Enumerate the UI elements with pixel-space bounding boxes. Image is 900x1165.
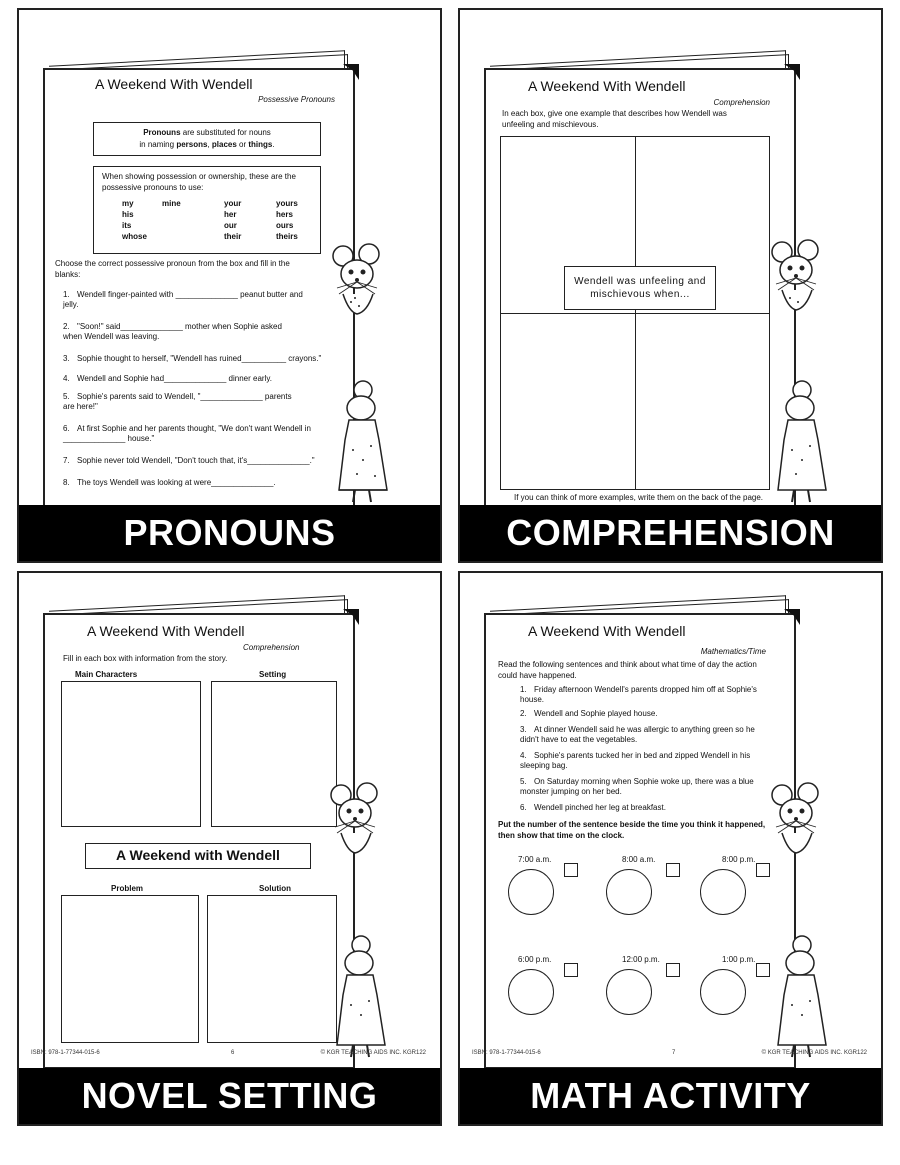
problem-box xyxy=(61,895,199,1043)
question-8: 8. The toys Wendell was looking at were______________. xyxy=(63,478,276,487)
clock-instruction: Put the number of the sentence beside the time you think it happened, then show that time on the clock. xyxy=(498,820,766,840)
worksheet-title: A Weekend With Wendell xyxy=(528,78,686,94)
main-characters-box xyxy=(61,681,201,827)
pronoun: their xyxy=(224,232,242,241)
worksheet-instructions: In each box, give one example that describes how Wendell was unfeeling and mischievous. xyxy=(502,109,727,129)
center-title-box: A Weekend with Wendell xyxy=(85,843,311,869)
worksheet-preview xyxy=(43,50,359,510)
clock-face xyxy=(606,869,652,915)
page-number: 6 xyxy=(231,1050,235,1056)
category-banner: PRONOUNS xyxy=(19,505,440,561)
worksheet-instructions: Choose the correct possessive pronoun from the box and fill in the blanks: xyxy=(55,259,290,279)
setting-label: Setting xyxy=(259,670,287,679)
copyright-text: © KGR TEACHING AIDS INC. KGR122 xyxy=(320,1050,426,1056)
clock-face xyxy=(700,869,746,915)
pronoun: hers xyxy=(276,210,293,219)
question-4: 4. Wendell and Sophie had______________ dinner early. xyxy=(63,374,272,383)
question-5: 5. Sophie's parents said to Wendell, "______________ parents are here!" xyxy=(63,392,292,411)
mouse-standing-illustration xyxy=(335,380,395,510)
pronoun-box xyxy=(93,166,321,254)
worksheet-subtitle: Mathematics/Time xyxy=(700,647,766,656)
category-banner: NOVEL SETTING xyxy=(19,1068,440,1124)
pronoun: theirs xyxy=(276,232,298,241)
worksheet-subtitle: Possessive Pronouns xyxy=(258,95,335,104)
worksheet-title: A Weekend With Wendell xyxy=(95,76,253,92)
question-7: 7. Sophie never told Wendell, "Don't touch that, it's______________." xyxy=(63,456,315,465)
page-number: 7 xyxy=(672,1050,676,1056)
center-prompt-box: Wendell was unfeeling and mischievous when... xyxy=(564,266,716,310)
worksheet-title: A Weekend With Wendell xyxy=(87,623,245,639)
answer-square xyxy=(564,963,578,977)
time-label: 8:00 a.m. xyxy=(622,855,656,864)
mouse-standing-illustration xyxy=(774,935,834,1065)
pronoun-box-intro: When showing possession or ownership, these are the possessive pronouns to use: xyxy=(102,172,296,192)
pronoun: mine xyxy=(162,199,181,208)
clock-face xyxy=(700,969,746,1015)
pronoun: my xyxy=(122,199,134,208)
worksheet-subtitle: Comprehension xyxy=(713,98,770,107)
question-1: 1. Wendell finger-painted with ______________ peanut butter and jelly. xyxy=(63,290,303,309)
solution-box xyxy=(207,895,337,1043)
mouse-peeking-illustration xyxy=(768,238,824,324)
copyright-text: © KGR TEACHING AIDS INC. KGR122 xyxy=(761,1050,867,1056)
worksheet-title: A Weekend With Wendell xyxy=(528,623,686,639)
worksheet-page xyxy=(43,68,355,510)
product-card-pronouns xyxy=(17,8,442,563)
mouse-standing-illustration xyxy=(333,935,393,1065)
main-characters-label: Main Characters xyxy=(75,670,138,679)
product-card-math-activity xyxy=(458,571,883,1126)
question-3: 3. Sophie thought to herself, "Wendell has ruined__________ crayons." xyxy=(63,354,322,363)
mouse-peeking-illustration xyxy=(327,781,383,867)
pronoun: whose xyxy=(122,232,147,241)
worksheet-footer-note: If you can think of more examples, write them on the back of the page. xyxy=(514,493,764,502)
time-label: 1:00 p.m. xyxy=(722,955,756,964)
sentence-2: 2. Wendell and Sophie played house. xyxy=(520,709,658,718)
answer-square xyxy=(666,963,680,977)
answer-square xyxy=(666,863,680,877)
time-label: 6:00 p.m. xyxy=(518,955,552,964)
sentence-6: 6. Wendell pinched her leg at breakfast. xyxy=(520,803,666,812)
sentence-5: 5. On Saturday morning when Sophie woke up, there was a blue monster jumping on her bed. xyxy=(520,777,754,796)
category-banner: COMPREHENSION xyxy=(460,505,881,561)
worksheet-page xyxy=(484,68,796,510)
pronoun: our xyxy=(224,221,237,230)
worksheet-page xyxy=(484,613,796,1069)
product-card-comprehension xyxy=(458,8,883,563)
clock-face xyxy=(508,969,554,1015)
problem-label: Problem xyxy=(111,884,144,893)
sentence-3: 3. At dinner Wendell said he was allergic to anything green so he didn't have to eat the vegetables. xyxy=(520,725,755,744)
mouse-peeking-illustration xyxy=(768,781,824,867)
clock-face xyxy=(606,969,652,1015)
pronoun: ours xyxy=(276,221,294,230)
mouse-standing-illustration xyxy=(774,380,834,510)
product-card-novel-setting xyxy=(17,571,442,1126)
time-label: 8:00 p.m. xyxy=(722,855,756,864)
example-grid xyxy=(500,136,770,490)
worksheet-preview xyxy=(484,50,800,510)
setting-box xyxy=(211,681,337,827)
worksheet-preview xyxy=(43,595,359,1085)
pronoun: her xyxy=(224,210,237,219)
worksheet-preview xyxy=(484,595,800,1085)
answer-square xyxy=(564,863,578,877)
worksheet-instructions: Fill in each box with information from the story. xyxy=(63,654,228,663)
pronoun: its xyxy=(122,221,132,230)
worksheet-instructions: Read the following sentences and think about what time of day the action could have happened. xyxy=(498,660,757,680)
worksheet-subtitle: Comprehension xyxy=(243,643,300,652)
time-label: 7:00 a.m. xyxy=(518,855,552,864)
solution-label: Solution xyxy=(259,884,291,893)
definition-box: Pronouns are substituted for nouns in naming persons, places or things. xyxy=(93,122,321,156)
pronoun: yours xyxy=(276,199,298,208)
sentence-1: 1. Friday afternoon Wendell's parents dropped him off at Sophie's house. xyxy=(520,685,757,704)
clock-face xyxy=(508,869,554,915)
pronoun: his xyxy=(122,210,134,219)
isbn-text: ISBN: 978-1-77344-015-6 xyxy=(31,1050,100,1056)
answer-square xyxy=(756,963,770,977)
time-label: 12:00 p.m. xyxy=(622,955,660,964)
sentence-4: 4. Sophie's parents tucked her in bed and zipped Wendell in his sleeping bag. xyxy=(520,751,751,770)
mouse-peeking-illustration xyxy=(329,242,385,328)
category-banner: MATH ACTIVITY xyxy=(460,1068,881,1124)
worksheet-page xyxy=(43,613,355,1069)
isbn-text: ISBN: 978-1-77344-015-6 xyxy=(472,1050,541,1056)
question-2: 2. "Soon!" said______________ mother when Sophie asked when Wendell was leaving. xyxy=(63,322,282,341)
question-6: 6. At first Sophie and her parents thought, "We don't want Wendell in ______________ house." xyxy=(63,424,311,443)
pronoun: your xyxy=(224,199,242,208)
